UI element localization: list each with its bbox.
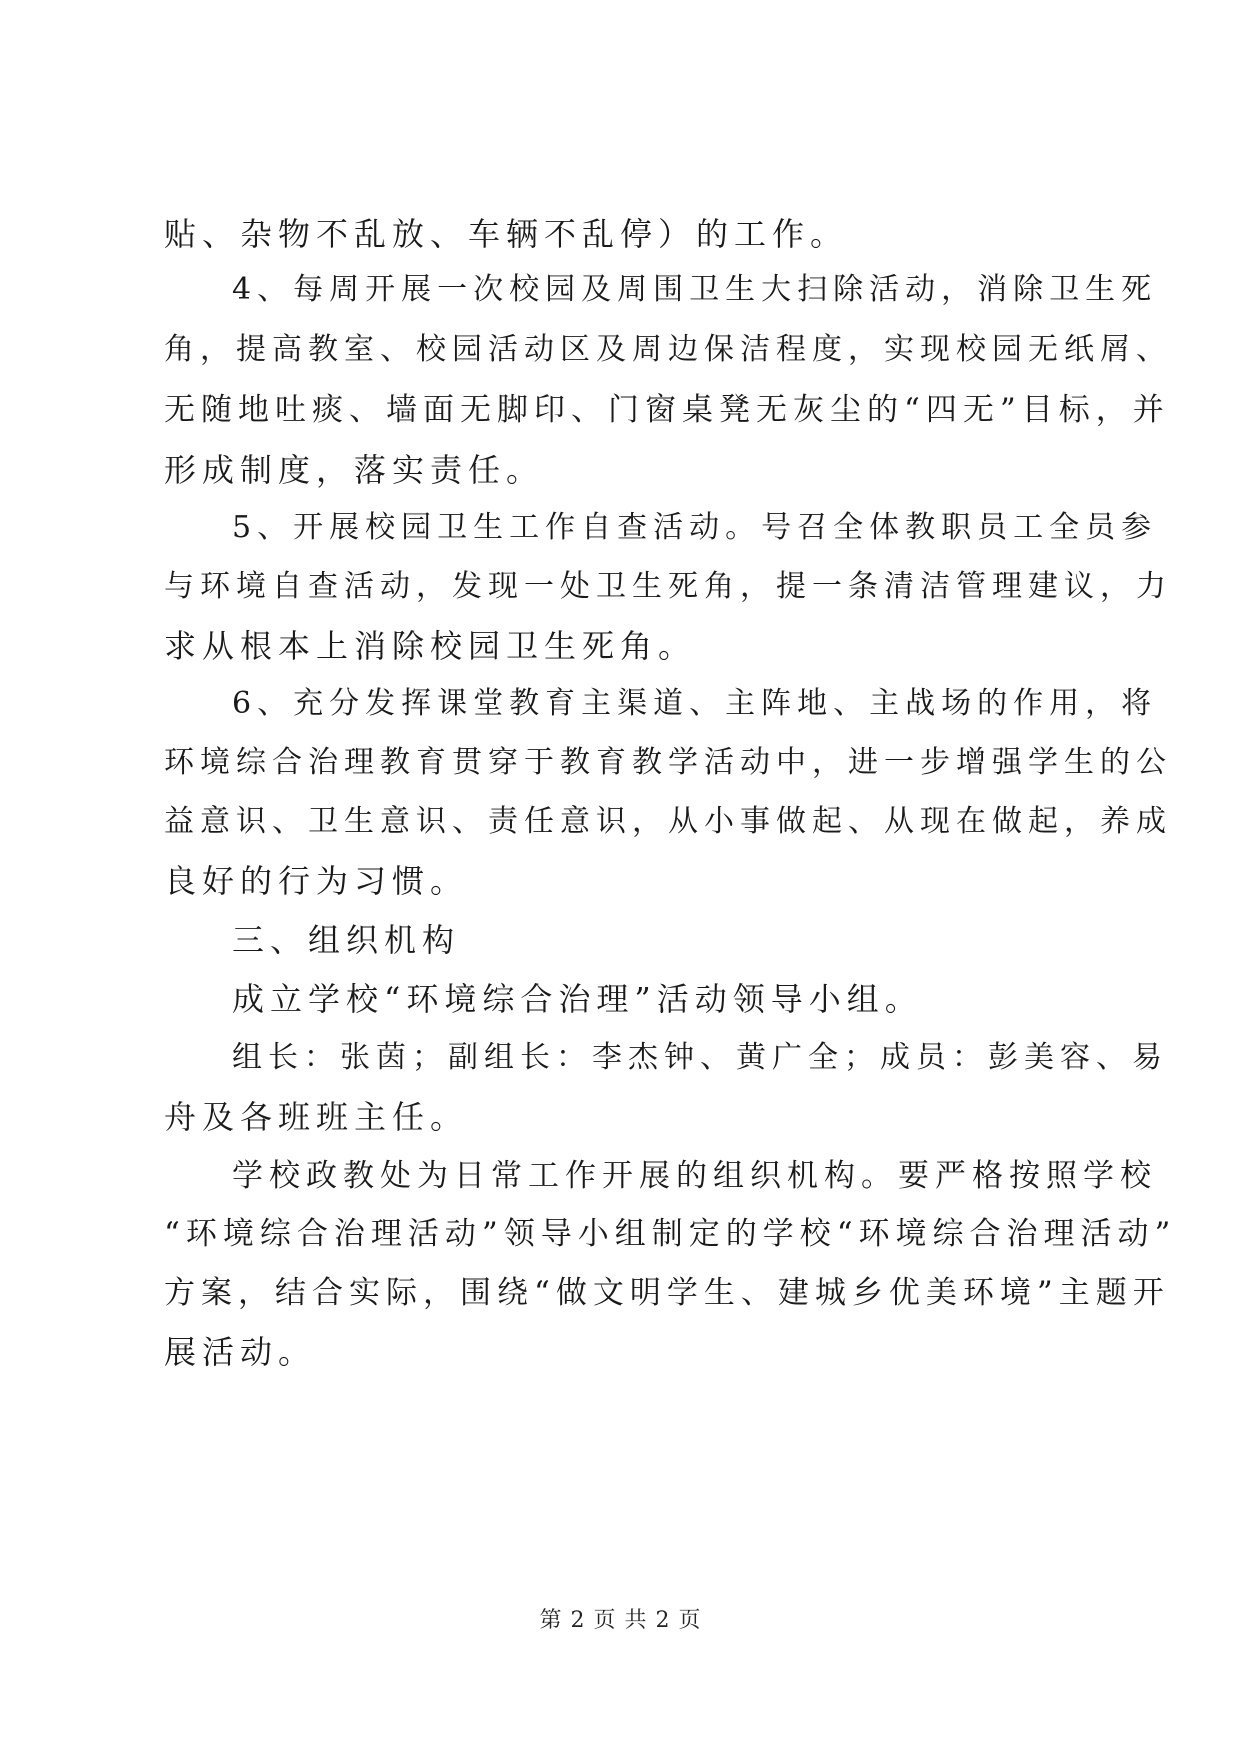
- text-line: 形成制度，落实责任。: [164, 451, 545, 489]
- text-line: 与环境自查活动，发现一处卫生死角，提一条清洁管理建议，力: [164, 569, 1172, 604]
- text-line: 组长：张茵；副组长：李杰钟、黄广全；成员：彭美容、易: [232, 1040, 1168, 1075]
- text-line: 益意识、卫生意识、责任意识，从小事做起、从现在做起，养成: [164, 804, 1172, 839]
- text-line: 4、每周开展一次校园及周围卫生大扫除活动，消除卫生死: [232, 272, 1158, 307]
- text-line: 贴、杂物不乱放、车辆不乱停）的工作。: [164, 215, 849, 253]
- text-line: 环境综合治理教育贯穿于教育教学活动中，进一步增强学生的公: [164, 745, 1172, 780]
- section-heading: 三、组织机构: [232, 921, 461, 959]
- text-line: 无随地吐痰、墙面无脚印、门窗桌凳无灰尘的“四无”目标，并: [164, 392, 1170, 428]
- text-line: 舟及各班班主任。: [164, 1098, 469, 1136]
- text-line: 学校政教处为日常工作开展的组织机构。要严格按照学校: [232, 1158, 1157, 1194]
- text-line: 求从根本上消除校园卫生死角。: [164, 627, 697, 665]
- page-footer: 第 2 页 共 2 页: [539, 1608, 702, 1633]
- text-line: 展活动。: [164, 1333, 317, 1371]
- text-line: 6、充分发挥课堂教育主渠道、主阵地、主战场的作用，将: [232, 686, 1158, 721]
- text-line: 良好的行为习惯。: [164, 862, 469, 900]
- text-line: 角，提高教室、校园活动区及周边保洁程度，实现校园无纸屑、: [164, 332, 1172, 367]
- text-line: 5、开展校园卫生工作自查活动。号召全体教职员工全员参: [232, 510, 1158, 545]
- text-line: “环境综合治理活动”领导小组制定的学校“环境综合治理活动”: [164, 1216, 1177, 1252]
- text-line: 成立学校“环境综合治理”活动领导小组。: [232, 980, 923, 1018]
- text-line: 方案，结合实际，围绕“做文明学生、建城乡优美环境”主题开: [164, 1275, 1170, 1311]
